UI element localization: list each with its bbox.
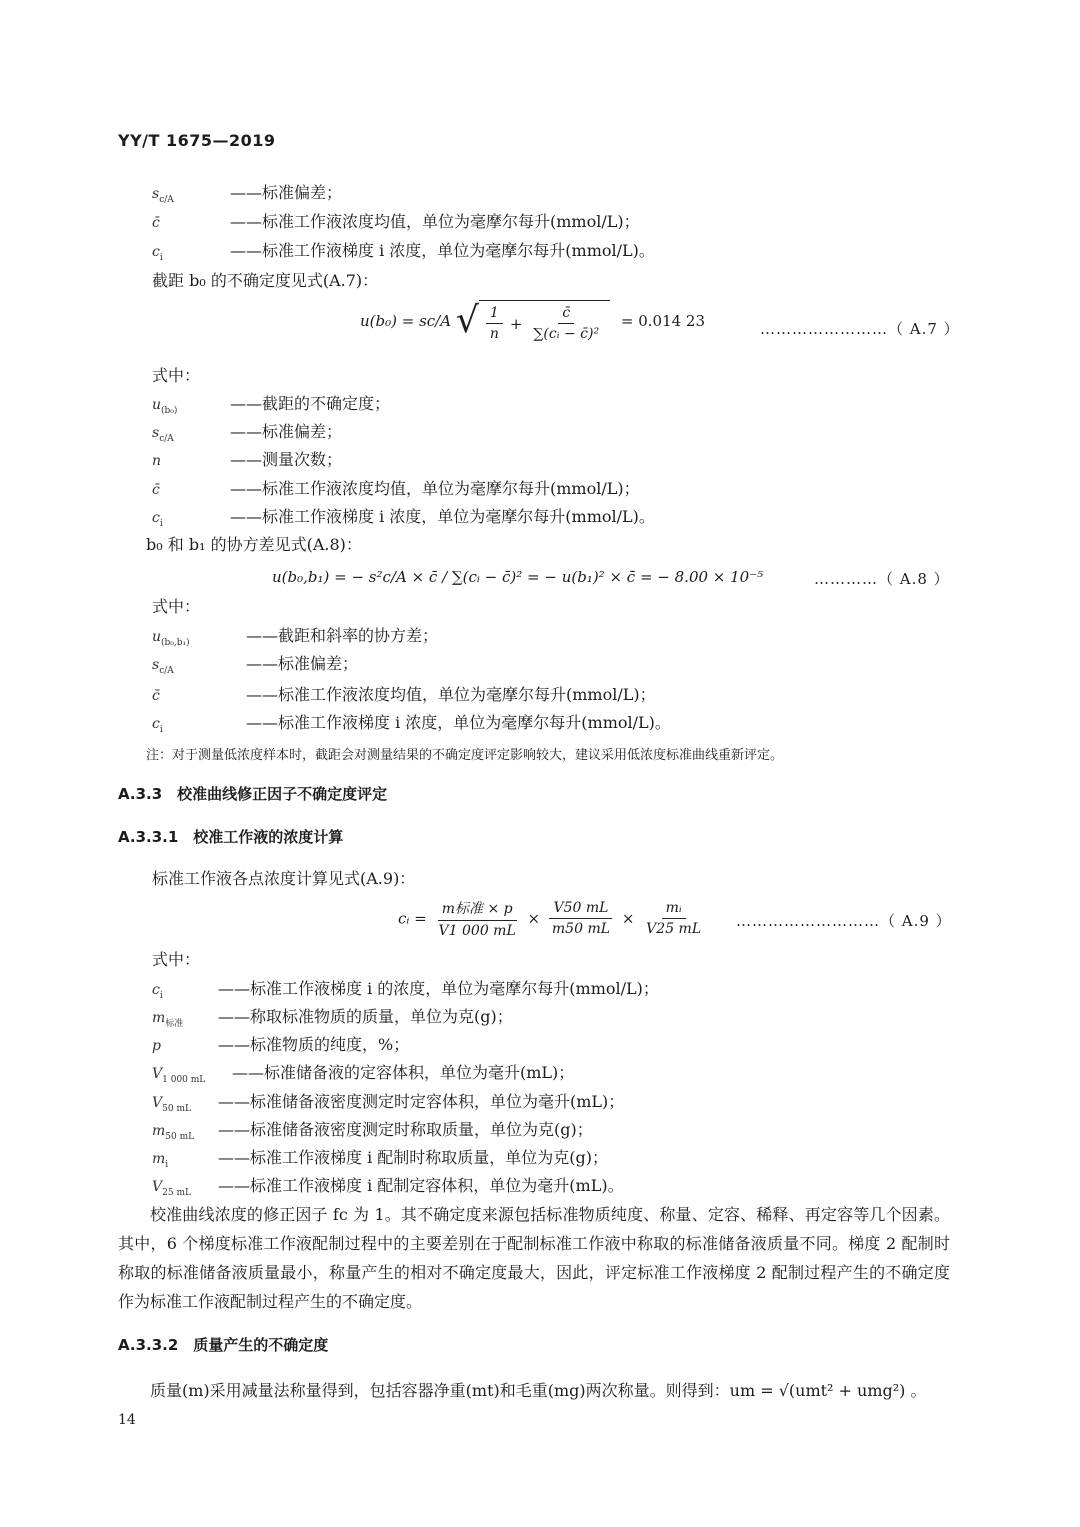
formula-a7: u(b₀) = sc/A √ $\frac{1}{n}$ + $\frac{c̄}{\text{∑(cᵢ − c̄)²}}$ = 0.014 23 (360, 300, 706, 342)
symbol: $c_i$ (152, 510, 163, 529)
definition-text: ——标准储备液的定容体积，单位为毫升(mL)； (232, 1063, 575, 1082)
section-heading: A.3.3.1 校准工作液的浓度计算 (118, 828, 344, 846)
section-heading: A.3.3.2 质量产生的不确定度 (118, 1336, 329, 1354)
definition-row (152, 479, 640, 500)
where-label: 式中： (152, 950, 201, 969)
definition-row (152, 654, 359, 681)
symbol: $u_{(b_0,b_1)}$ (152, 629, 190, 648)
symbol: $c_i$ (152, 982, 163, 1001)
definition-text: ——截距和斜率的协方差； (246, 626, 439, 645)
definition-text: ——标准储备液密度测定时定容体积，单位为毫升(mL)； (218, 1092, 625, 1111)
equation-number: …………（ A.8 ） (814, 570, 950, 588)
definition-row (152, 1092, 625, 1119)
symbol: $s_{c/A}$ (152, 425, 174, 444)
definition-row (152, 979, 659, 1006)
definition-text: ——标准工作液梯度 i 的浓度，单位为毫摩尔每升(mmol/L)； (218, 979, 659, 998)
body-paragraph: 质量(m)采用减量法称量得到，包括容器净重(mt)和毛重(mg)两次称量。则得到：um = √(umt² + umg²) 。 (150, 1381, 927, 1400)
symbol: $m_{标准}$ (152, 1010, 184, 1029)
definition-row (152, 1148, 609, 1175)
definition-text: ——标准工作液浓度均值，单位为毫摩尔每升(mmol/L)； (246, 685, 656, 704)
section-heading: A.3.3 校准曲线修正因子不确定度评定 (118, 785, 388, 803)
formula-intro: b₀ 和 b₁ 的协方差见式(A.8)： (146, 535, 362, 554)
definition-row (152, 422, 343, 449)
definition-row (152, 713, 671, 740)
equation-number: ……………………（ A.7 ） (760, 320, 960, 338)
definition-text: ——标准工作液浓度均值，单位为毫摩尔每升(mmol/L)； (230, 479, 640, 498)
definition-row (152, 1120, 593, 1147)
symbol: $c_i$ (152, 716, 163, 735)
definition-row (152, 394, 391, 421)
definition-text: ——截距的不确定度； (230, 394, 391, 413)
symbol: $u_{(b_0)}$ (152, 397, 178, 416)
symbol: $V_{50 mL}$ (152, 1095, 191, 1114)
definition-row (152, 626, 439, 653)
page-number: 14 (118, 1412, 136, 1428)
symbol: c̄ (152, 482, 160, 498)
definition-row (152, 1176, 624, 1203)
where-label: 式中： (152, 366, 201, 385)
definition-row (152, 183, 343, 210)
standard-code: YY/T 1675—2019 (118, 131, 276, 150)
symbol: p (152, 1038, 161, 1054)
equation-number: ………………………（ A.9 ） (736, 912, 952, 930)
symbol: c̄ (152, 688, 160, 704)
definition-row (152, 212, 640, 233)
definition-row (152, 685, 656, 706)
formula-a9: cᵢ = $\frac{\text{m标准 × p}}{V1 000 mL}$ × $\frac{V50 mL}{m50 mL}$ × $\frac{\text{mᵢ}}{V25 mL}$ (398, 900, 702, 939)
symbol: n (152, 453, 162, 469)
symbol: $V_{25 mL}$ (152, 1179, 191, 1198)
symbol: $m_{50 mL}$ (152, 1123, 195, 1142)
definition-row (152, 1035, 410, 1056)
symbol: $m_i$ (152, 1151, 169, 1170)
definition-row (152, 507, 655, 534)
definition-text: ——标准工作液浓度均值，单位为毫摩尔每升(mmol/L)； (230, 212, 640, 231)
note: 注：对于测量低浓度样本时，截距会对测量结果的不确定度评定影响较大，建议采用低浓度标准曲线重新评定。 (146, 748, 784, 763)
definition-text: ——称取标准物质的质量，单位为克(g)； (218, 1007, 513, 1026)
body-paragraph: 校准曲线浓度的修正因子 fc 为 1。其不确定度来源包括标准物质纯度、称量、定容、稀释、再定容等几个因素。其中，6 个梯度标准工作液配制过程中的主要差别在于配制标准工作液中称取的标准储备液质量不同。梯度 2 配制时称取的标准储备液质量最小，称量产生的相对不确定度最大，因此，评定标准工作液梯度 2 配制过程产生的不确定度作为标准工作液配制过程产生的不确定度。 (118, 1205, 950, 1311)
definition-text: ——标准偏差； (246, 654, 359, 673)
definition-text: ——测量次数； (230, 450, 343, 469)
formula-a8: u(b₀,b₁) = − s²c/A × c̄ / ∑(cᵢ − c̄)² = − u(b₁)² × c̄ = − 8.00 × 10⁻⁵ (272, 568, 764, 586)
definition-text: ——标准工作液梯度 i 浓度，单位为毫摩尔每升(mmol/L)。 (246, 713, 671, 732)
formula-intro: 标准工作液各点浓度计算见式(A.9)： (152, 869, 416, 888)
definition-text: ——标准工作液梯度 i 配制定容体积，单位为毫升(mL)。 (218, 1176, 624, 1195)
definition-text: ——标准偏差； (230, 183, 343, 202)
definition-text: ——标准物质的纯度，%； (218, 1035, 410, 1054)
symbol: c̄ (152, 215, 160, 231)
symbol: $V_{1 000 mL}$ (152, 1066, 206, 1085)
definition-text: ——标准储备液密度测定时称取质量，单位为克(g)； (218, 1120, 593, 1139)
symbol: $s_{c/A}$ (152, 186, 174, 205)
symbol: $c_i$ (152, 244, 163, 263)
definition-row (152, 241, 655, 268)
definition-text: ——标准偏差； (230, 422, 343, 441)
definition-text: ——标准工作液梯度 i 浓度，单位为毫摩尔每升(mmol/L)。 (230, 507, 655, 526)
definition-row (152, 1063, 575, 1090)
formula-intro: 截距 b₀ 的不确定度见式(A.7)： (152, 271, 379, 290)
definition-row (152, 1007, 513, 1034)
symbol: $s_{c/A}$ (152, 657, 174, 676)
where-label: 式中： (152, 597, 201, 616)
definition-text: ——标准工作液梯度 i 浓度，单位为毫摩尔每升(mmol/L)。 (230, 241, 655, 260)
definition-row (152, 450, 343, 471)
definition-text: ——标准工作液梯度 i 配制时称取质量，单位为克(g)； (218, 1148, 609, 1167)
